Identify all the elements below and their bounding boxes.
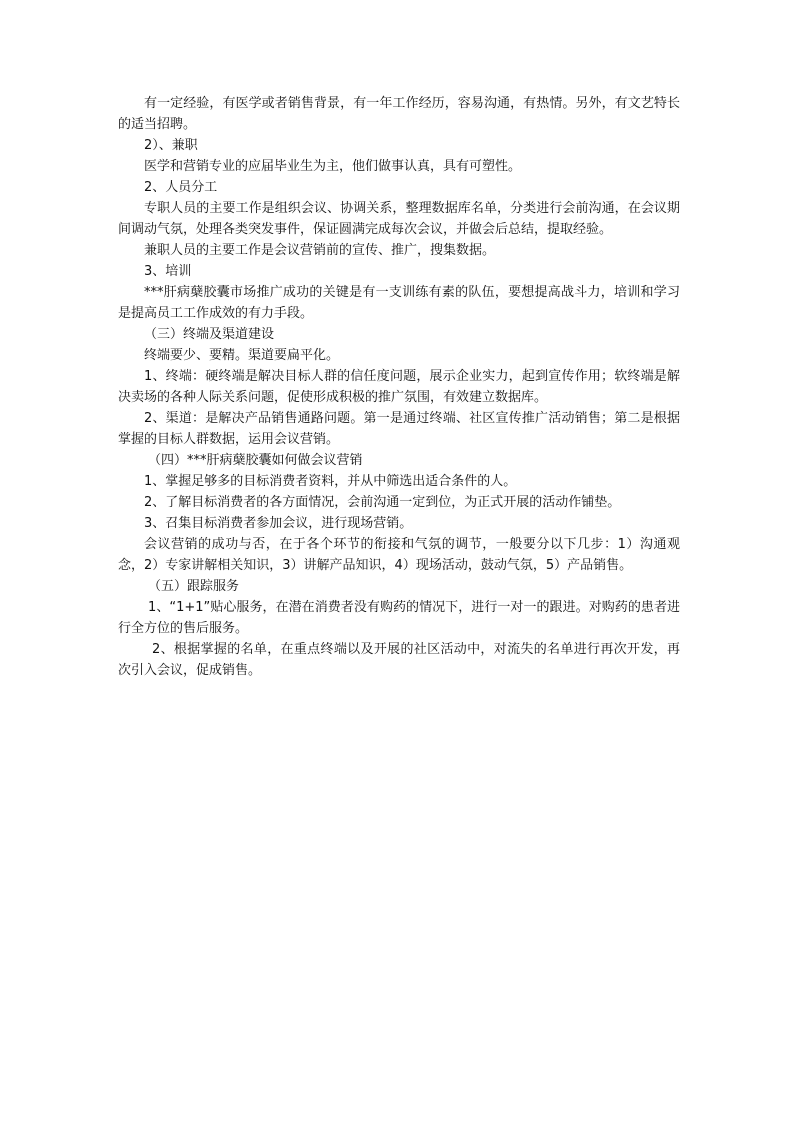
paragraph-part-time-duties: 兼职人员的主要工作是会议营销前的宣传、推广，搜集数据。	[144, 243, 496, 258]
heading-staff-division: 2、人员分工	[144, 180, 218, 195]
heading-training: 3、培训	[144, 264, 192, 279]
paragraph-terminal: 1、终端：硬终端是解决目标人群的信任度问题，展示企业实力，起到宣传作用；软终端是解决卖场的各种人际关系问题，促使形成积极的推广氛围，有效建立数据库。	[118, 369, 680, 405]
paragraph-terminal-summary: 终端要少、要精。渠道要扁平化。	[144, 348, 340, 363]
paragraph-channel: 2、渠道：是解决产品销售通路问题。第一是通过终端、社区宣传推广活动销售；第二是根据掌握的目标人群数据，运用会议营销。	[118, 411, 680, 447]
list-item-step-two: 2、了解目标消费者的各方面情况，会前沟通一定到位，为正式开展的活动作铺垫。	[144, 495, 621, 510]
paragraph-full-time-duties: 专职人员的主要工作是组织会议、协调关系，整理数据库名单，分类进行会前沟通，在会议期间调动气氛，处理各类突发事件，保证圆满完成每次会议，并做会后总结，提取经验。	[118, 201, 680, 237]
heading-section-five: （五）跟踪服务	[148, 579, 240, 594]
heading-section-four: （四）***肝病蘖胶囊如何做会议营销	[148, 453, 363, 468]
paragraph-part-time-staff: 医学和营销专业的应届毕业生为主，他们做事认真，具有可塑性。	[144, 159, 522, 174]
paragraph-follow-up-one: 1、“1+1”贴心服务，在潜在消费者没有购药的情况下，进行一对一的跟进。对购药的患者进行全方位的售后服务。	[118, 600, 680, 636]
heading-section-three: （三）终端及渠道建设	[144, 327, 275, 342]
paragraph-follow-up-two: 2、根据掌握的名单，在重点终端以及开展的社区活动中，对流失的名单进行再次开发，再次引入会议，促成销售。	[118, 642, 680, 678]
document-page	[118, 93, 680, 681]
paragraph-experience-requirements: 有一定经验，有医学或者销售背景，有一年工作经历，容易沟通，有热情。另外，有文艺特长的适当招聘。	[118, 96, 680, 132]
list-item-step-three: 3、召集目标消费者参加会议，进行现场营销。	[144, 516, 413, 531]
paragraph-training: ***肝病蘖胶囊市场推广成功的关键是有一支训练有素的队伍，要想提高战斗力，培训和学习是提高员工工作成效的有力手段。	[118, 285, 680, 321]
list-item-step-one: 1、掌握足够多的目标消费者资料，并从中筛选出适合条件的人。	[144, 474, 517, 489]
paragraph-meeting-success: 会议营销的成功与否，在于各个环节的衔接和气氛的调节，一般要分以下几步：1）沟通观念，2）专家讲解相关知识，3）讲解产品知识，4）现场活动，鼓动气氛，5）产品销售。	[118, 537, 680, 573]
heading-part-time: 2）、兼职	[144, 138, 198, 153]
